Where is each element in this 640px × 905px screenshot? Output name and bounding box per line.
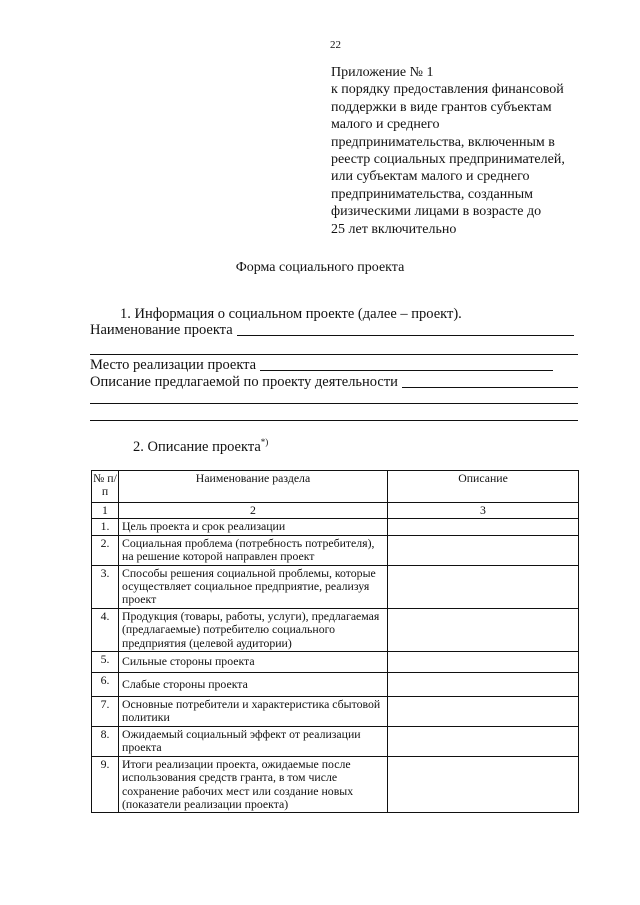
project-name-field[interactable] [237,334,574,336]
project-place-row [90,357,553,374]
row-description-cell[interactable] [388,565,579,608]
row-description-cell[interactable] [388,756,579,813]
appendix-line: поддержки в виде грантов субъектам [331,99,552,115]
row-section-name: Основные потребители и характеристика сбытовой политики [119,697,388,727]
row-number: 4. [92,608,119,651]
row-number: 6. [92,673,119,697]
index-cell: 3 [388,503,579,519]
table-row [92,519,579,535]
row-description-cell[interactable] [388,535,579,565]
row-number: 2. [92,535,119,565]
activity-field[interactable] [402,386,578,388]
table-row [92,697,579,727]
header-name: Наименование раздела [119,471,388,503]
row-description-cell[interactable] [388,726,579,756]
table-row [92,726,579,756]
appendix-line: к порядку предоставления финансовой [331,82,564,98]
activity-line-2[interactable] [90,403,578,404]
row-description-cell[interactable] [388,652,579,673]
appendix-block [331,64,601,238]
appendix-title: Приложение № 1 [331,65,434,80]
appendix-line: предпринимательства, включенным в [331,134,555,150]
footnote-mark: *) [260,437,269,447]
table-header-row [92,471,579,503]
appendix-line: физическими лицами в возрасте до [331,204,542,220]
index-cell: 2 [119,503,388,519]
page-number: 22 [330,39,341,51]
row-section-name: Слабые стороны проекта [119,673,388,697]
row-section-name: Продукция (товары, работы, услуги), предлагаемая (предлагаемые) потребителю социального предприятия (целевой аудитории) [119,608,388,651]
row-description-cell[interactable] [388,697,579,727]
row-description-cell[interactable] [388,608,579,651]
row-section-name: Социальная проблема (потребность потребителя), на решение которой направлен проект [119,535,388,565]
form-title: Форма социального проекта [235,260,405,275]
row-section-name: Ожидаемый социальный эффект от реализации проекта [119,726,388,756]
section2-heading [133,437,268,456]
index-cell: 1 [92,503,119,519]
row-description-cell[interactable] [388,519,579,535]
row-section-name: Итоги реализации проекта, ожидаемые после использования средств гранта, в том числе сохранение рабочих мест или создание новых (показатели реализации проекта) [119,756,388,813]
row-section-name: Цель проекта и срок реализации [119,519,388,535]
table-row [92,535,579,565]
row-number: 5. [92,652,119,673]
activity-line-3[interactable] [90,420,578,421]
table-row [92,608,579,651]
table-row [92,565,579,608]
appendix-line: или субъектам малого и среднего [331,169,530,185]
project-name-row [90,322,574,339]
project-description-table [91,470,579,813]
section1-heading: 1. Информация о социальном проекте (далее – проект). [120,306,462,322]
activity-label: Описание предлагаемой по проекту деятельности [90,374,398,390]
activity-row [90,374,578,391]
row-number: 3. [92,565,119,608]
row-description-cell[interactable] [388,673,579,697]
appendix-line: 25 лет включительно [331,221,457,237]
header-desc: Описание [388,471,579,503]
table-row [92,673,579,697]
project-place-field[interactable] [260,369,553,371]
project-name-label: Наименование проекта [90,322,233,338]
table-index-row [92,503,579,519]
row-number: 1. [92,519,119,535]
table-row [92,756,579,813]
project-name-line-2[interactable] [90,354,578,355]
row-section-name: Способы решения социальной проблемы, которые осуществляет социальное предприятие, реализуя проект [119,565,388,608]
project-place-label: Место реализации проекта [90,357,257,373]
header-num: № п/п [92,471,119,503]
appendix-line: малого и среднего [331,117,440,133]
row-number: 7. [92,697,119,727]
row-number: 8. [92,726,119,756]
section2-heading-text: 2. Описание проекта [133,438,261,455]
appendix-line: реестр социальных предпринимателей, [331,152,565,168]
table-row [92,652,579,673]
row-section-name: Сильные стороны проекта [119,652,388,673]
row-number: 9. [92,756,119,813]
appendix-line: предпринимательства, созданным [331,186,533,202]
